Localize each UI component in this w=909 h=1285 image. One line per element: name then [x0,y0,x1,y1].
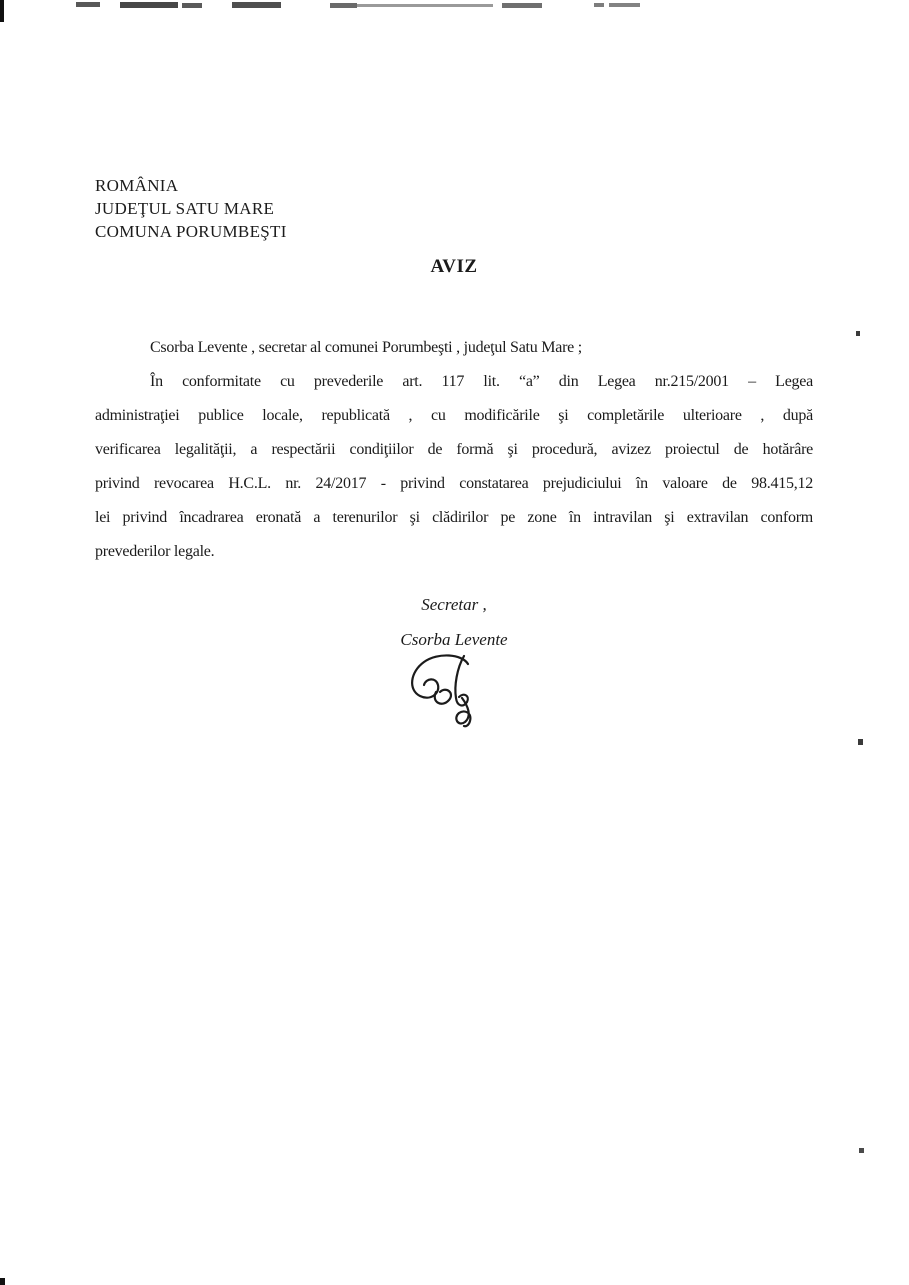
letterhead-county: JUDEŢUL SATU MARE [95,199,275,218]
scan-dot-right-middle [858,739,863,745]
scan-artifact-top-edge [120,2,178,8]
body-line: În conformitate cu prevederile art. 117 lit. “a” din Legea nr.215/2001 – Legea [150,373,813,390]
scan-mark-top-left-corner [0,0,4,22]
scan-artifact-top-edge [330,3,357,8]
scan-artifact-top-edge [502,3,542,8]
letterhead-country: ROMÂNIA [95,176,179,195]
scan-dot-right-lower [859,1148,864,1153]
signature-name: Csorba Levente [400,630,508,649]
body-line: privind revocarea H.C.L. nr. 24/2017 - privind constatarea prejudiciului în valoare de 98.415,12 [95,475,813,492]
body-line: administraţiei publice locale, republicată , cu modificările şi completările ulterioare , după [95,407,813,424]
handwritten-signature-icon [404,650,490,728]
body-line: Csorba Levente , secretar al comunei Porumbeşti , judeţul Satu Mare ; [150,339,582,356]
scan-dot-right-upper [856,331,860,336]
document-body [95,331,813,569]
scan-artifact-top-edge [182,3,202,8]
document-title: AVIZ [430,256,478,277]
letterhead-commune: COMUNA PORUMBEŞTI [95,222,287,241]
scan-artifact-top-edge [76,2,100,7]
signature-role-label: Secretar , [421,595,487,614]
scan-artifact-top-edge [609,3,640,7]
scan-artifact-top-edge [357,4,493,7]
body-line: verificarea legalităţii, a respectării condiţiilor de formă şi procedură, avizez proiectul de hotărâre [95,441,813,458]
letterhead [95,174,287,243]
scan-artifact-top-edge [594,3,604,7]
signature-block [95,595,813,652]
body-line: lei privind încadrarea eronată a terenurilor şi clădirilor pe zone în intravilan şi extravilan conform [95,509,813,526]
scan-mark-bottom-left-corner [0,1278,5,1285]
scan-artifact-top-edge [232,2,281,8]
body-line: prevederilor legale. [95,543,215,560]
